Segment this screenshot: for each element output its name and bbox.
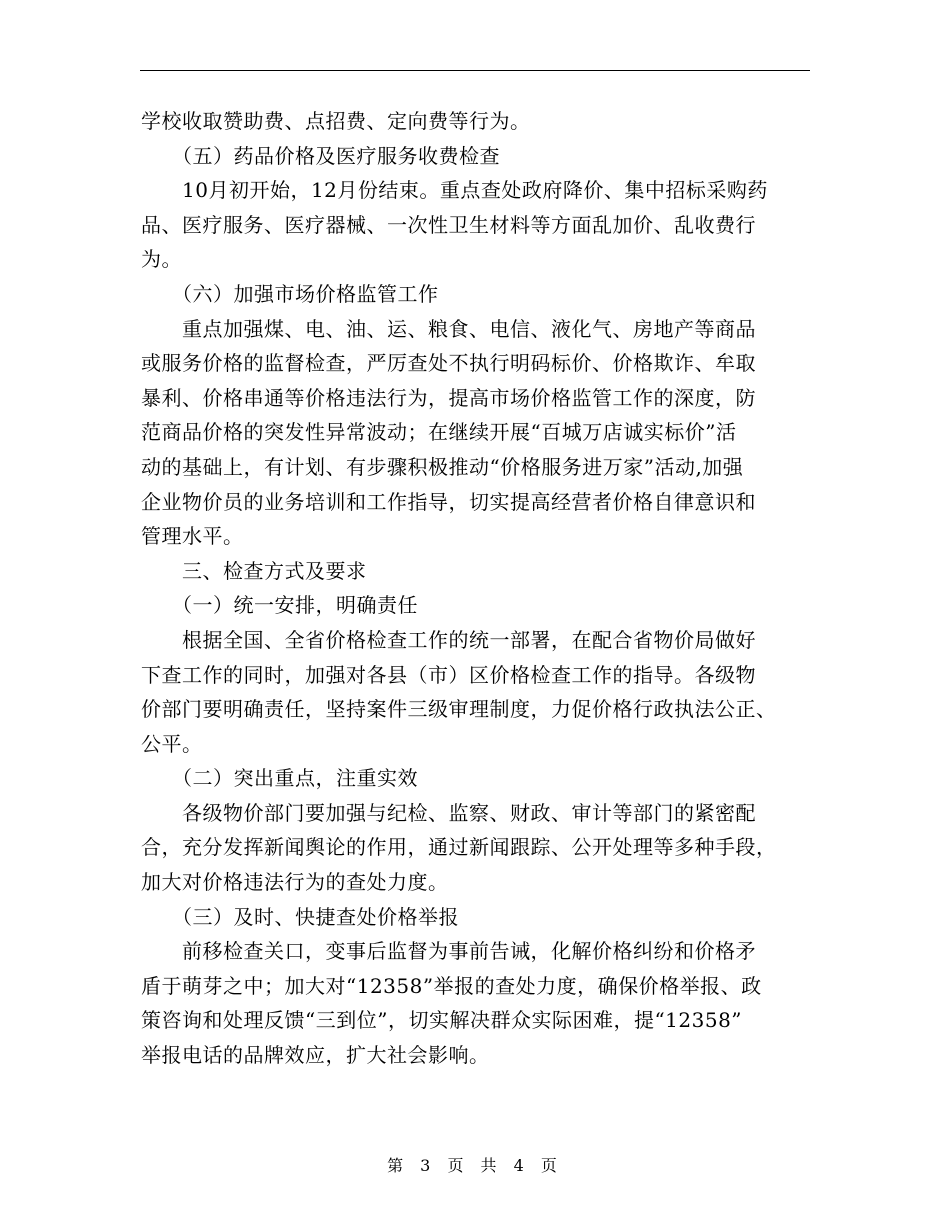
text-line: 下查工作的同时，加强对各县（市）区价格检查工作的指导。各级物 — [141, 662, 756, 687]
text-line: 为。 — [141, 247, 182, 272]
text-line: 公平。 — [141, 731, 203, 756]
text-line: 各级物价部门要加强与纪检、监察、财政、审计等部门的紧密配 — [141, 800, 756, 825]
section-heading: （六）加强市场价格监管工作 — [141, 281, 439, 306]
text-line: 品、医疗服务、医疗器械、一次性卫生材料等方面乱加价、乱收费行 — [141, 212, 756, 237]
text-line: 或服务价格的监督检查，严厉查处不执行明码标价、价格欺诈、牟取 — [141, 351, 756, 376]
text-line: 前移检查关口，变事后监督为事前告诫，化解价格纠纷和价格矛 — [141, 939, 756, 964]
text-line: 策咨询和处理反馈“三到位”，切实解决群众实际困难，提“12358” — [141, 1008, 743, 1033]
text-line: 举报电话的品牌效应，扩大社会影响。 — [141, 1043, 490, 1068]
text-line: 学校收取赞助费、点招费、定向费等行为。 — [141, 109, 531, 133]
text-line: 范商品价格的突发性异常波动；在继续开展“百城万店诚实标价”活 — [141, 420, 737, 445]
text-line: 管理水平。 — [141, 524, 244, 549]
text-line: 根据全国、全省价格检查工作的统一部署，在配合省物价局做好 — [141, 627, 756, 652]
text-line: 盾于萌芽之中；加大对“12358”举报的查处力度，确保价格举报、政 — [141, 973, 762, 998]
text-line: 价部门要明确责任，坚持案件三级审理制度，力促价格行政执法公正、 — [141, 697, 777, 722]
text-line: 重点加强煤、电、油、运、粮食、电信、液化气、房地产等商品 — [141, 316, 756, 341]
text-line: 合，充分发挥新闻舆论的作用，通过新闻跟踪、公开处理等多种手段， — [141, 835, 777, 860]
text-line: 企业物价员的业务培训和工作指导，切实提高经营者价格自律意识和 — [141, 489, 756, 514]
header-rule — [140, 70, 810, 71]
section-heading: （五）药品价格及医疗服务收费检查 — [141, 143, 500, 168]
section-heading: （一）统一安排，明确责任 — [141, 593, 418, 618]
page-footer: 第 3 页 共 4 页 — [387, 1156, 563, 1175]
document-body — [141, 104, 809, 1073]
section-heading: （二）突出重点，注重实效 — [141, 766, 418, 791]
section-heading: （三）及时、快捷查处价格举报 — [141, 904, 459, 929]
text-line: 暴利、价格串通等价格违法行为，提高市场价格监管工作的深度，防 — [141, 385, 756, 410]
text-line: 10月初开始，12月份结束。重点查处政府降价、集中招标采购药 — [141, 178, 768, 203]
text-line: 动的基础上，有计划、有步骤积极推动“价格服务进万家”活动,加强 — [141, 454, 744, 479]
text-line: 加大对价格违法行为的查处力度。 — [141, 870, 449, 895]
section-heading: 三、检查方式及要求 — [141, 558, 367, 583]
